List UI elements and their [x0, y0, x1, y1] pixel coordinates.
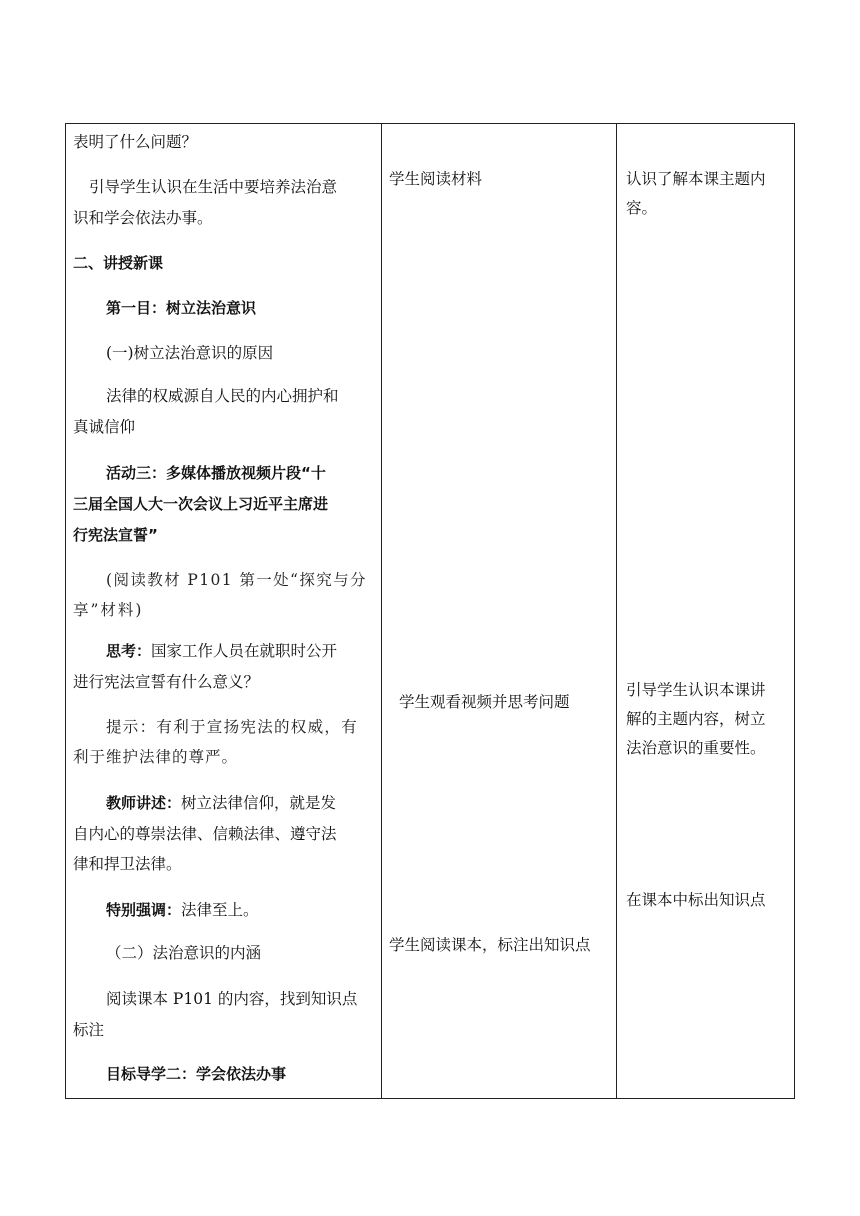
- emphasis-label: 特别强调：: [106, 901, 182, 919]
- teacher-talk-text: 树立法律信仰，就是发: [181, 794, 337, 812]
- design-intent: 认识了解本课主题内: [626, 170, 766, 188]
- teacher-talk-label: 教师讲述：: [106, 794, 182, 812]
- design-intent: 引导学生认识本课讲: [626, 681, 766, 699]
- text-line: 标注: [73, 1021, 105, 1039]
- design-intent: 解的主题内容，树立: [626, 710, 766, 728]
- text-line: 表明了什么问题？: [73, 133, 198, 151]
- design-intent: 在课本中标出知识点: [626, 891, 766, 909]
- student-activity: 学生阅读课本，标注出知识点: [389, 936, 591, 954]
- column-divider: [381, 124, 382, 1098]
- subsection-heading: 第一目：树立法治意识: [106, 299, 257, 317]
- column-divider: [616, 124, 617, 1098]
- design-intent: 法治意识的重要性。: [626, 739, 766, 757]
- text-line: (阅读教材 P101 第一处“探究与分: [106, 571, 367, 589]
- text-line: 阅读课本 P101 的内容，找到知识点: [106, 990, 358, 1008]
- text-line: [106, 895, 259, 925]
- think-label: 思考：: [106, 642, 152, 660]
- text-line: 法律的权威源自人民的内心拥护和: [106, 387, 339, 405]
- text-line: [106, 636, 337, 666]
- activity-heading: 活动三：多媒体播放视频片段“十: [106, 464, 326, 482]
- text-line: 利于维护法律的尊严。: [73, 748, 239, 766]
- text-line: 进行宪法宣誓有什么意义？: [73, 673, 260, 691]
- text-line: 自内心的尊崇法律、信赖法律、遵守法: [73, 825, 337, 843]
- text-line: 律和捍卫法律。: [73, 855, 182, 873]
- design-intent: 容。: [626, 199, 658, 217]
- text-line: 引导学生认识在生活中要培养法治意: [89, 178, 338, 196]
- text-line: 识和学会依法办事。: [73, 209, 213, 227]
- lesson-plan-table: [65, 123, 795, 1099]
- section-heading: 二、讲授新课: [73, 254, 164, 272]
- text-line: 真诚信仰: [73, 418, 136, 436]
- text-line: （二）法治意识的内涵: [106, 944, 262, 962]
- student-activity: 学生观看视频并思考问题: [399, 693, 570, 711]
- student-activity: 学生阅读材料: [389, 170, 483, 188]
- emphasis-text: 法律至上。: [181, 901, 259, 919]
- objective-heading: 目标导学二：学会依法办事: [106, 1065, 287, 1083]
- text-line: 提示：有利于宣扬宪法的权威，有: [106, 718, 359, 736]
- text-line: (一)树立法治意识的原因: [106, 344, 274, 362]
- activity-heading: 行宪法宣誓”: [73, 526, 158, 544]
- think-text: 国家工作人员在就职时公开: [151, 642, 338, 660]
- text-line: [106, 788, 336, 818]
- activity-heading: 三届全国人大一次会议上习近平主席进: [73, 495, 329, 513]
- text-line: 享”材料): [73, 601, 144, 619]
